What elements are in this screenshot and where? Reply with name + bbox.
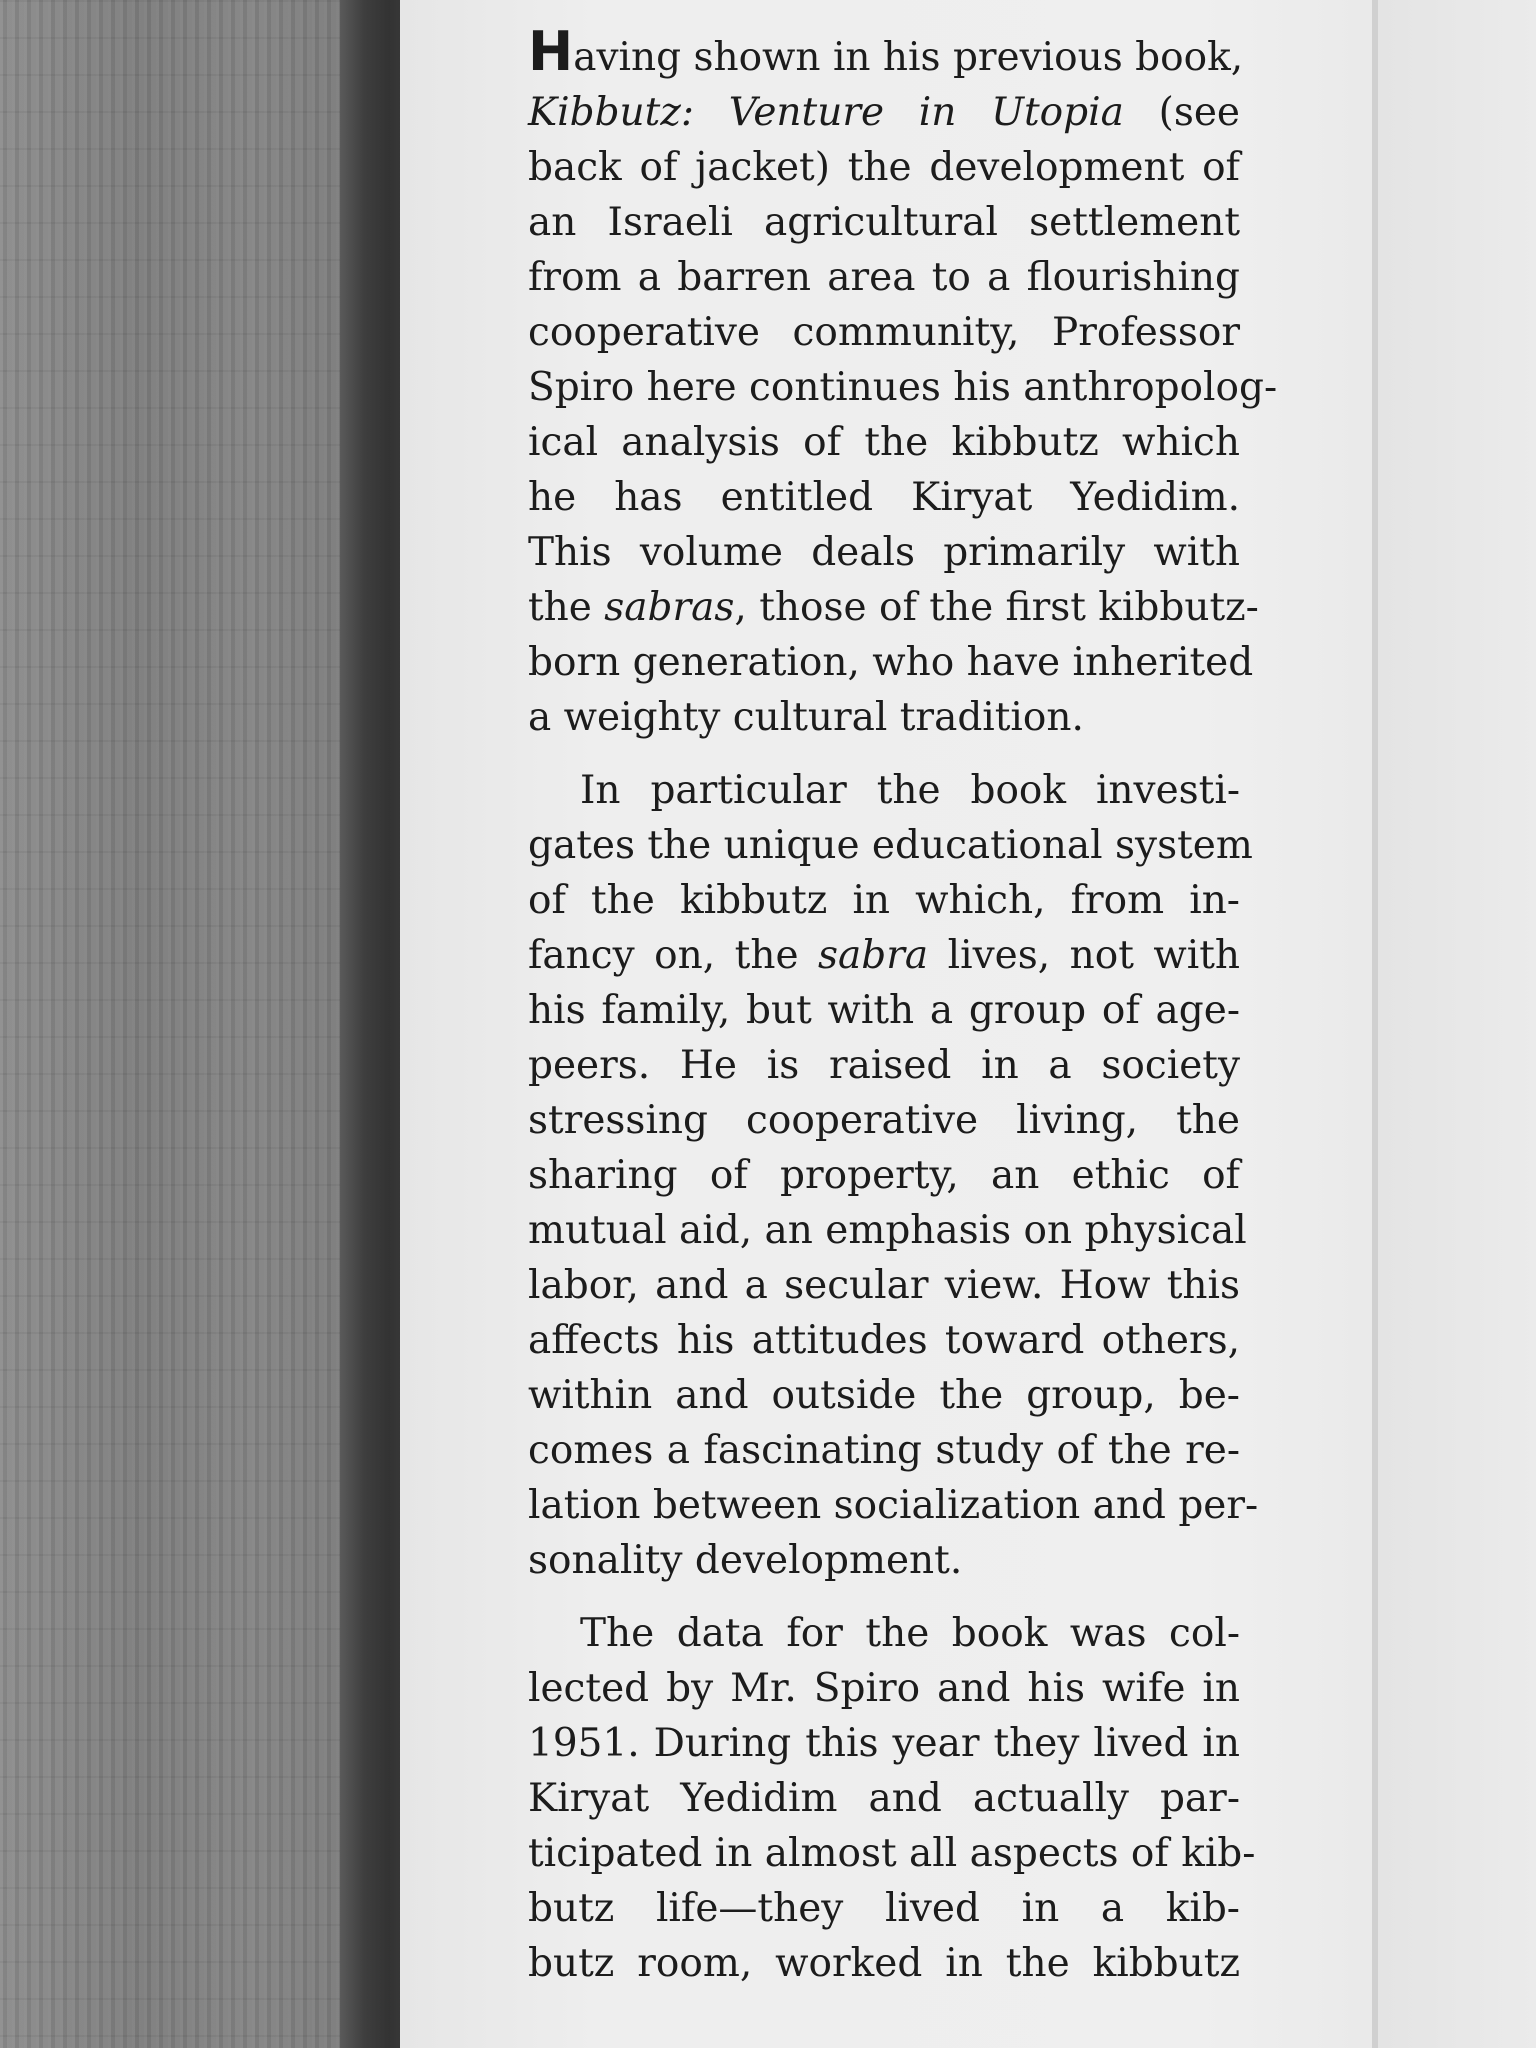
text-line: The data for the book was col-: [580, 1611, 1240, 1656]
text-line: butz life—they lived in a kib-: [528, 1886, 1240, 1931]
text-line: affects his attitudes toward others,: [528, 1318, 1240, 1363]
text-line: Kibbutz: Venture in Utopia (see: [528, 90, 1240, 135]
text-line: labor, and a secular view. How this: [528, 1263, 1240, 1308]
drop-cap: H: [528, 20, 574, 83]
text-line: aving shown in his previous book,: [573, 35, 1244, 80]
text-line: lected by Mr. Spiro and his wife in: [528, 1666, 1240, 1711]
paragraph-1: [528, 20, 1278, 745]
wood-surface: [0, 0, 360, 2048]
text-line: back of jacket) the development of: [528, 145, 1240, 190]
text-line: an Israeli agricultural settlement: [528, 200, 1240, 245]
text-line: This volume deals primarily with: [528, 530, 1240, 575]
text-line: lation between socialization and per-: [528, 1483, 1259, 1528]
text-line: sharing of property, an ethic of: [528, 1153, 1240, 1198]
text-line: gates the unique educational system: [528, 823, 1253, 868]
text-line: within and outside the group, be-: [528, 1373, 1240, 1418]
text-line: In particular the book investi-: [580, 768, 1240, 813]
book-title: Kibbutz: Venture in Utopia: [528, 90, 1124, 135]
text-line: cooperative community, Professor: [528, 310, 1240, 355]
text-line: ticipated in almost all aspects of kib-: [528, 1831, 1256, 1876]
text-line: he has entitled Kiryat Yedidim.: [528, 475, 1240, 520]
text-line: mutual aid, an emphasis on physical: [528, 1208, 1247, 1253]
text-line: 1951. During this year they lived in: [528, 1721, 1240, 1766]
text-line: stressing cooperative living, the: [528, 1098, 1240, 1143]
text-line: fancy on, the sabra lives, not with: [528, 933, 1241, 978]
text-line: peers. He is raised in a society: [528, 1043, 1240, 1088]
text-line: a weighty cultural tradition.: [528, 695, 1084, 740]
text-line: Kiryat Yedidim and actually par-: [528, 1776, 1240, 1821]
next-page: [1378, 0, 1536, 2048]
text-line: of the kibbutz in which, from in-: [528, 878, 1240, 923]
text-line: from a barren area to a flourishing: [528, 255, 1240, 300]
text-line: butz room, worked in the kibbutz: [528, 1941, 1240, 1986]
text-line: the sabras, those of the first kibbutz-: [528, 585, 1259, 630]
paragraph-3: [528, 1606, 1256, 1991]
text-line: his family, but with a group of age-: [528, 988, 1240, 1033]
paragraph-2: [528, 763, 1259, 1588]
text-line: sonality development.: [528, 1538, 963, 1583]
text-line: Spiro here continues his anthropolog-: [528, 365, 1278, 410]
text-line: comes a fascinating study of the re-: [528, 1428, 1240, 1473]
text-line: ical analysis of the kibbutz which: [528, 420, 1240, 465]
jacket-text-column: [528, 20, 1278, 2009]
text-line: born generation, who have inherited: [528, 640, 1254, 685]
